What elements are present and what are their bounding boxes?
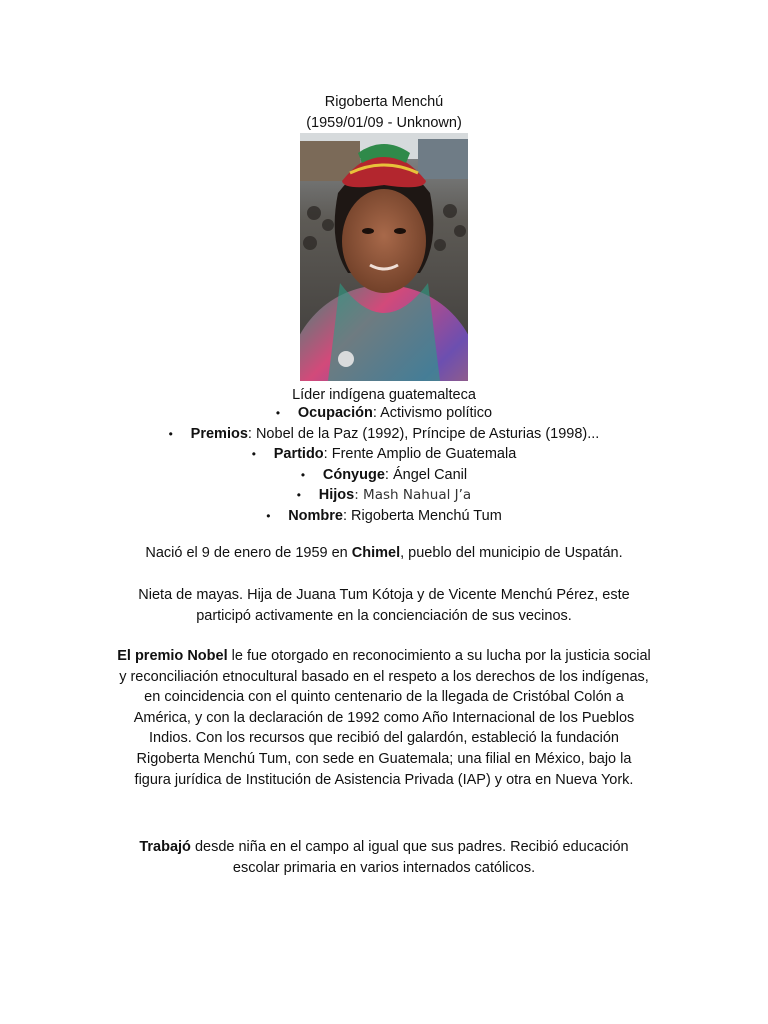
fact-value: : Activismo político — [372, 405, 493, 421]
family-paragraph — [60, 585, 708, 626]
nobel-line: figura jurídica de Institución de Asistencia Privada (IAP) y otra en Nueva York. — [134, 771, 634, 788]
fact-value: : Rigoberta Menchú Tum — [343, 507, 502, 524]
list-item — [60, 424, 708, 445]
bullet: • — [251, 447, 256, 462]
portrait-photo — [300, 133, 468, 381]
work-line-text: desde niña en el campo al igual que sus padres. Recibió educación — [190, 839, 629, 855]
bullet: • — [300, 467, 306, 482]
nobel-line: Rigoberta Menchú Tum, con sede en Guatemala; una filial en México, bajo la — [136, 750, 632, 767]
person-name: Rigoberta Menchú — [324, 94, 444, 110]
fact-label: Premios — [190, 425, 248, 442]
birth-paragraph — [60, 543, 708, 564]
bullet: • — [168, 426, 173, 441]
family-line: participó activamente en la concienciación de sus vecinos. — [196, 607, 572, 624]
fact-value: : Mash Nahual J’a — [354, 487, 472, 504]
fact-label: Hijos — [318, 487, 355, 504]
nobel-paragraph — [60, 646, 708, 790]
work-line: escolar primaria en varios internados católicos. — [232, 859, 536, 876]
fact-value: : Ángel Canil — [384, 466, 468, 483]
nobel-line: Indios. Con los recursos que recibió del galardón, estableció la fundación — [149, 730, 619, 747]
bullet: • — [296, 488, 301, 503]
list-item — [60, 485, 708, 506]
bullet: • — [275, 406, 281, 420]
list-item — [60, 444, 708, 465]
portrait-image — [300, 133, 468, 381]
birth-place: Chimel — [351, 545, 401, 561]
work-line — [60, 837, 708, 858]
nobel-line: en coincidencia con el quinto centenario de la llegada de Cristóbal Colón a — [144, 689, 624, 706]
caption: Líder indígena guatemalteca — [292, 387, 476, 403]
list-item — [60, 465, 708, 486]
fact-value: : Nobel de la Paz (1992), Príncipe de Asturias (1998)... — [247, 425, 600, 442]
nobel-line: América, y con la declaración de 1992 como Año Internacional de los Pueblos — [133, 709, 635, 726]
fact-label: Nombre — [288, 507, 343, 524]
birth-text-post: , pueblo del municipio de Uspatán. — [400, 545, 623, 561]
fact-label: Ocupación — [297, 405, 373, 421]
list-item — [60, 403, 708, 424]
nobel-line-text: le fue otorgado en reconocimiento a su lucha por la justicia social — [227, 648, 651, 664]
fact-label: Cónyuge — [322, 466, 385, 483]
fact-label: Partido — [273, 446, 324, 463]
birth-text-pre: Nació el 9 de enero de 1959 en — [145, 545, 352, 561]
bullet: • — [266, 508, 271, 523]
facts-list — [60, 403, 708, 527]
fact-value: : Frente Amplio de Guatemala — [323, 446, 517, 463]
work-paragraph — [60, 837, 708, 878]
work-heading: Trabajó — [139, 839, 191, 855]
header — [60, 92, 708, 133]
nobel-line — [60, 646, 708, 667]
family-line: Nieta de mayas. Hija de Juana Tum Kótoja y de Vicente Menchú Pérez, este — [138, 587, 630, 603]
life-dates: (1959/01/09 - Unknown) — [306, 114, 462, 131]
nobel-heading: El premio Nobel — [117, 648, 228, 664]
nobel-line: y reconciliación etnocultural basado en el respeto a los derechos de los indígenas, — [119, 668, 649, 685]
list-item — [60, 506, 708, 527]
